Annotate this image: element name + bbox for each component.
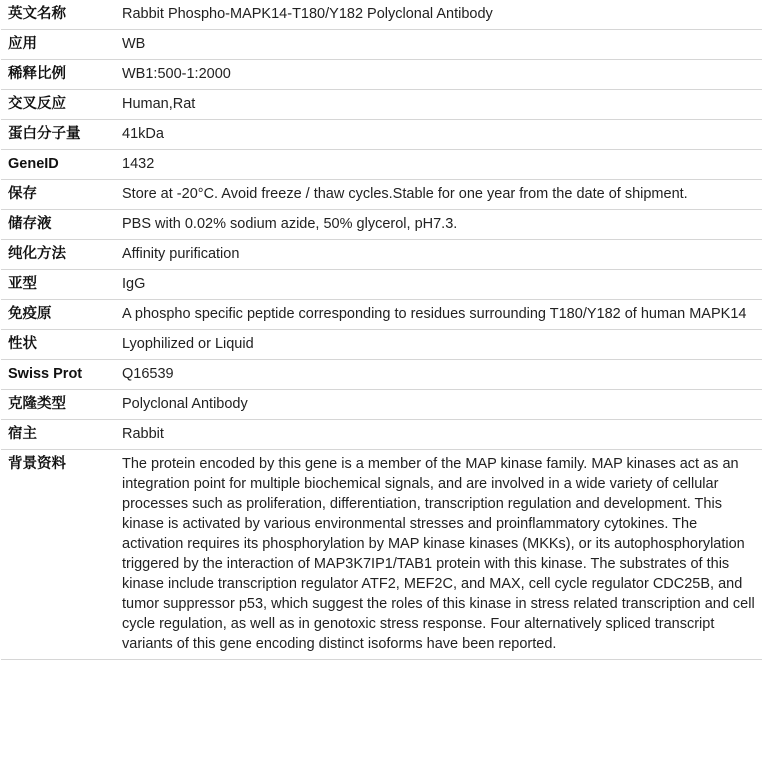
row-value: IgG	[122, 270, 762, 300]
row-label: 宿主	[1, 420, 122, 450]
row-label: 应用	[1, 30, 122, 60]
row-label: 英文名称	[1, 0, 122, 30]
row-label: 蛋白分子量	[1, 120, 122, 150]
spec-row-background	[1, 450, 762, 660]
spec-row-isotype	[1, 270, 762, 300]
spec-row-reactivity	[1, 90, 762, 120]
row-value: Polyclonal Antibody	[122, 390, 762, 420]
spec-row-clonality	[1, 390, 762, 420]
row-value: PBS with 0.02% sodium azide, 50% glycerol, pH7.3.	[122, 210, 762, 240]
spec-row-immunogen	[1, 300, 762, 330]
row-label: 纯化方法	[1, 240, 122, 270]
row-value: The protein encoded by this gene is a member of the MAP kinase family. MAP kinases act as an integration point for multiple biochemical signals, and are involved in a wide variety of cellular processes such as proliferation, differentiation, transcription regulation and development. This kinase is activated by various environmental stresses and proinflammatory cytokines. The activation requires its phosphorylation by MAP kinase kinases (MKKs), or its autophosphorylation triggered by the interaction of MAP3K7IP1/TAB1 protein with this kinase. The substrates of this kinase include transcription regulator ATF2, MEF2C, and MAX, cell cycle regulator CDC25B, and tumor suppressor p53, which suggest the roles of this kinase in stress related transcription and cell cycle regulation, as well as in genotoxic stress response. Four alternatively spliced transcript variants of this gene encoding distinct isoforms have been reported.	[122, 450, 762, 660]
row-label: 稀释比例	[1, 60, 122, 90]
row-value: Rabbit	[122, 420, 762, 450]
row-label: GeneID	[1, 150, 122, 180]
spec-row-gene-id	[1, 150, 762, 180]
row-label: 背景资料	[1, 450, 122, 660]
spec-row-buffer	[1, 210, 762, 240]
row-value: WB	[122, 30, 762, 60]
spec-row-application	[1, 30, 762, 60]
spec-row-swiss-prot	[1, 360, 762, 390]
row-value: 1432	[122, 150, 762, 180]
row-value: Store at -20°C. Avoid freeze / thaw cycles.Stable for one year from the date of shipment.	[122, 180, 762, 210]
spec-row-form	[1, 330, 762, 360]
row-label: 交叉反应	[1, 90, 122, 120]
row-value: Lyophilized or Liquid	[122, 330, 762, 360]
row-value: Rabbit Phospho-MAPK14-T180/Y182 Polyclonal Antibody	[122, 0, 762, 30]
spec-row-molecular-weight	[1, 120, 762, 150]
spec-row-english-name	[1, 0, 762, 30]
row-label: 克隆类型	[1, 390, 122, 420]
row-value: WB1:500-1:2000	[122, 60, 762, 90]
row-value: A phospho specific peptide corresponding to residues surrounding T180/Y182 of human MAPK14	[122, 300, 762, 330]
row-label: 亚型	[1, 270, 122, 300]
spec-row-host	[1, 420, 762, 450]
spec-row-purification	[1, 240, 762, 270]
row-value: Q16539	[122, 360, 762, 390]
row-label: 免疫原	[1, 300, 122, 330]
row-label: 储存液	[1, 210, 122, 240]
product-spec-table	[1, 0, 762, 660]
spec-row-dilution	[1, 60, 762, 90]
spec-row-storage	[1, 180, 762, 210]
row-label: 性状	[1, 330, 122, 360]
row-label: Swiss Prot	[1, 360, 122, 390]
row-value: Affinity purification	[122, 240, 762, 270]
row-label: 保存	[1, 180, 122, 210]
row-value: 41kDa	[122, 120, 762, 150]
row-value: Human,Rat	[122, 90, 762, 120]
